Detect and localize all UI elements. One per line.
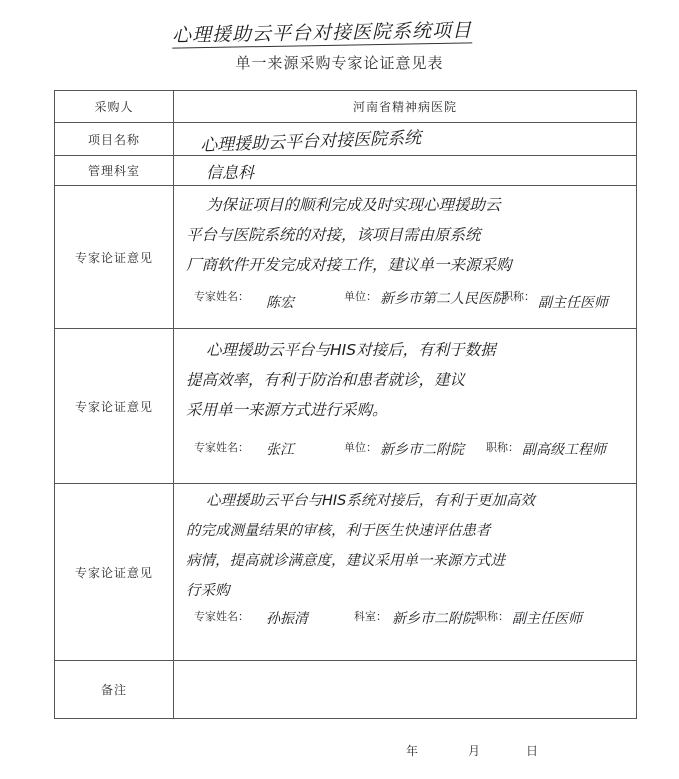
project-name-label: 项目名称 (55, 123, 174, 156)
remarks-value (174, 661, 637, 719)
project-name-value: 心理援助云平台对接医院系统 (199, 128, 422, 156)
date-month: 月 (468, 744, 481, 758)
expert-name-2: 张江 (266, 442, 294, 458)
expert-opinion-cell-2: 心理援助云平台与HIS对接后，有利于数据 提高效率，有利于防治和患者就诊，建议 采用单一来源方式进行采购。 专家姓名： 张江 单位： 新乡市二附院 职称： 副高级工程师 (174, 329, 637, 484)
expert-opinion-text-2: 心理援助云平台与HIS对接后，有利于数据 提高效率，有利于防治和患者就诊，建议 采用单一来源方式进行采购。 (186, 341, 496, 419)
expert-opinion-cell-3: 心理援助云平台与HIS系统对接后，有利于更加高效 的完成测量结果的审核，利于医生快速评估患者 病情，提高就诊满意度，建议采用单一来源方式进 行采购 专家姓名： 孙振清 科室： 新乡市二附院 职称： 副主任医师 (174, 484, 637, 661)
expert-title-3: 副主任医师 (512, 611, 582, 627)
remarks-label: 备注 (55, 661, 174, 719)
expert-title-2: 副高级工程师 (522, 442, 606, 458)
purchaser-value: 河南省精神病医院 (174, 91, 637, 123)
expert-dept-3: 新乡市二附院 (392, 611, 476, 627)
expert-opinion-label-3: 专家论证意见 (55, 484, 174, 661)
expert-name-1: 陈宏 (266, 295, 294, 311)
expert-name-3: 孙振清 (266, 611, 308, 627)
expert-unit-2: 新乡市二附院 (380, 442, 464, 458)
expert-opinion-text-1: 为保证项目的顺利完成及时实现心理援助云 平台与医院系统的对接，该项目需由原系统 厂商软件开发完成对接工作，建议单一来源采购 (186, 196, 512, 274)
department-value: 信息科 (206, 163, 255, 182)
expert-title-1: 副主任医师 (538, 295, 608, 311)
date-year: 年 (406, 744, 419, 758)
expert-opinion-form (54, 90, 637, 719)
expert-unit-1: 新乡市第二人民医院 (380, 291, 506, 307)
expert-opinion-label-1: 专家论证意见 (55, 186, 174, 329)
date-day: 日 (526, 744, 539, 758)
department-label: 管理科室 (55, 156, 174, 186)
expert-opinion-text-3: 心理援助云平台与HIS系统对接后，有利于更加高效 的完成测量结果的审核，利于医生快速评估患者 病情，提高就诊满意度，建议采用单一来源方式进 行采购 (186, 493, 535, 599)
handwritten-project-title: 心理援助云平台对接医院系统项目 (172, 15, 472, 48)
form-title: 单一来源采购专家论证意见表 (235, 54, 444, 72)
expert-opinion-label-2: 专家论证意见 (55, 329, 174, 484)
expert-opinion-cell-1: 为保证项目的顺利完成及时实现心理援助云 平台与医院系统的对接，该项目需由原系统 厂商软件开发完成对接工作，建议单一来源采购 专家姓名： 陈宏 单位： 新乡市第二人民医院 职称： 副主任医师 (174, 186, 637, 329)
purchaser-label: 采购人 (55, 91, 174, 123)
